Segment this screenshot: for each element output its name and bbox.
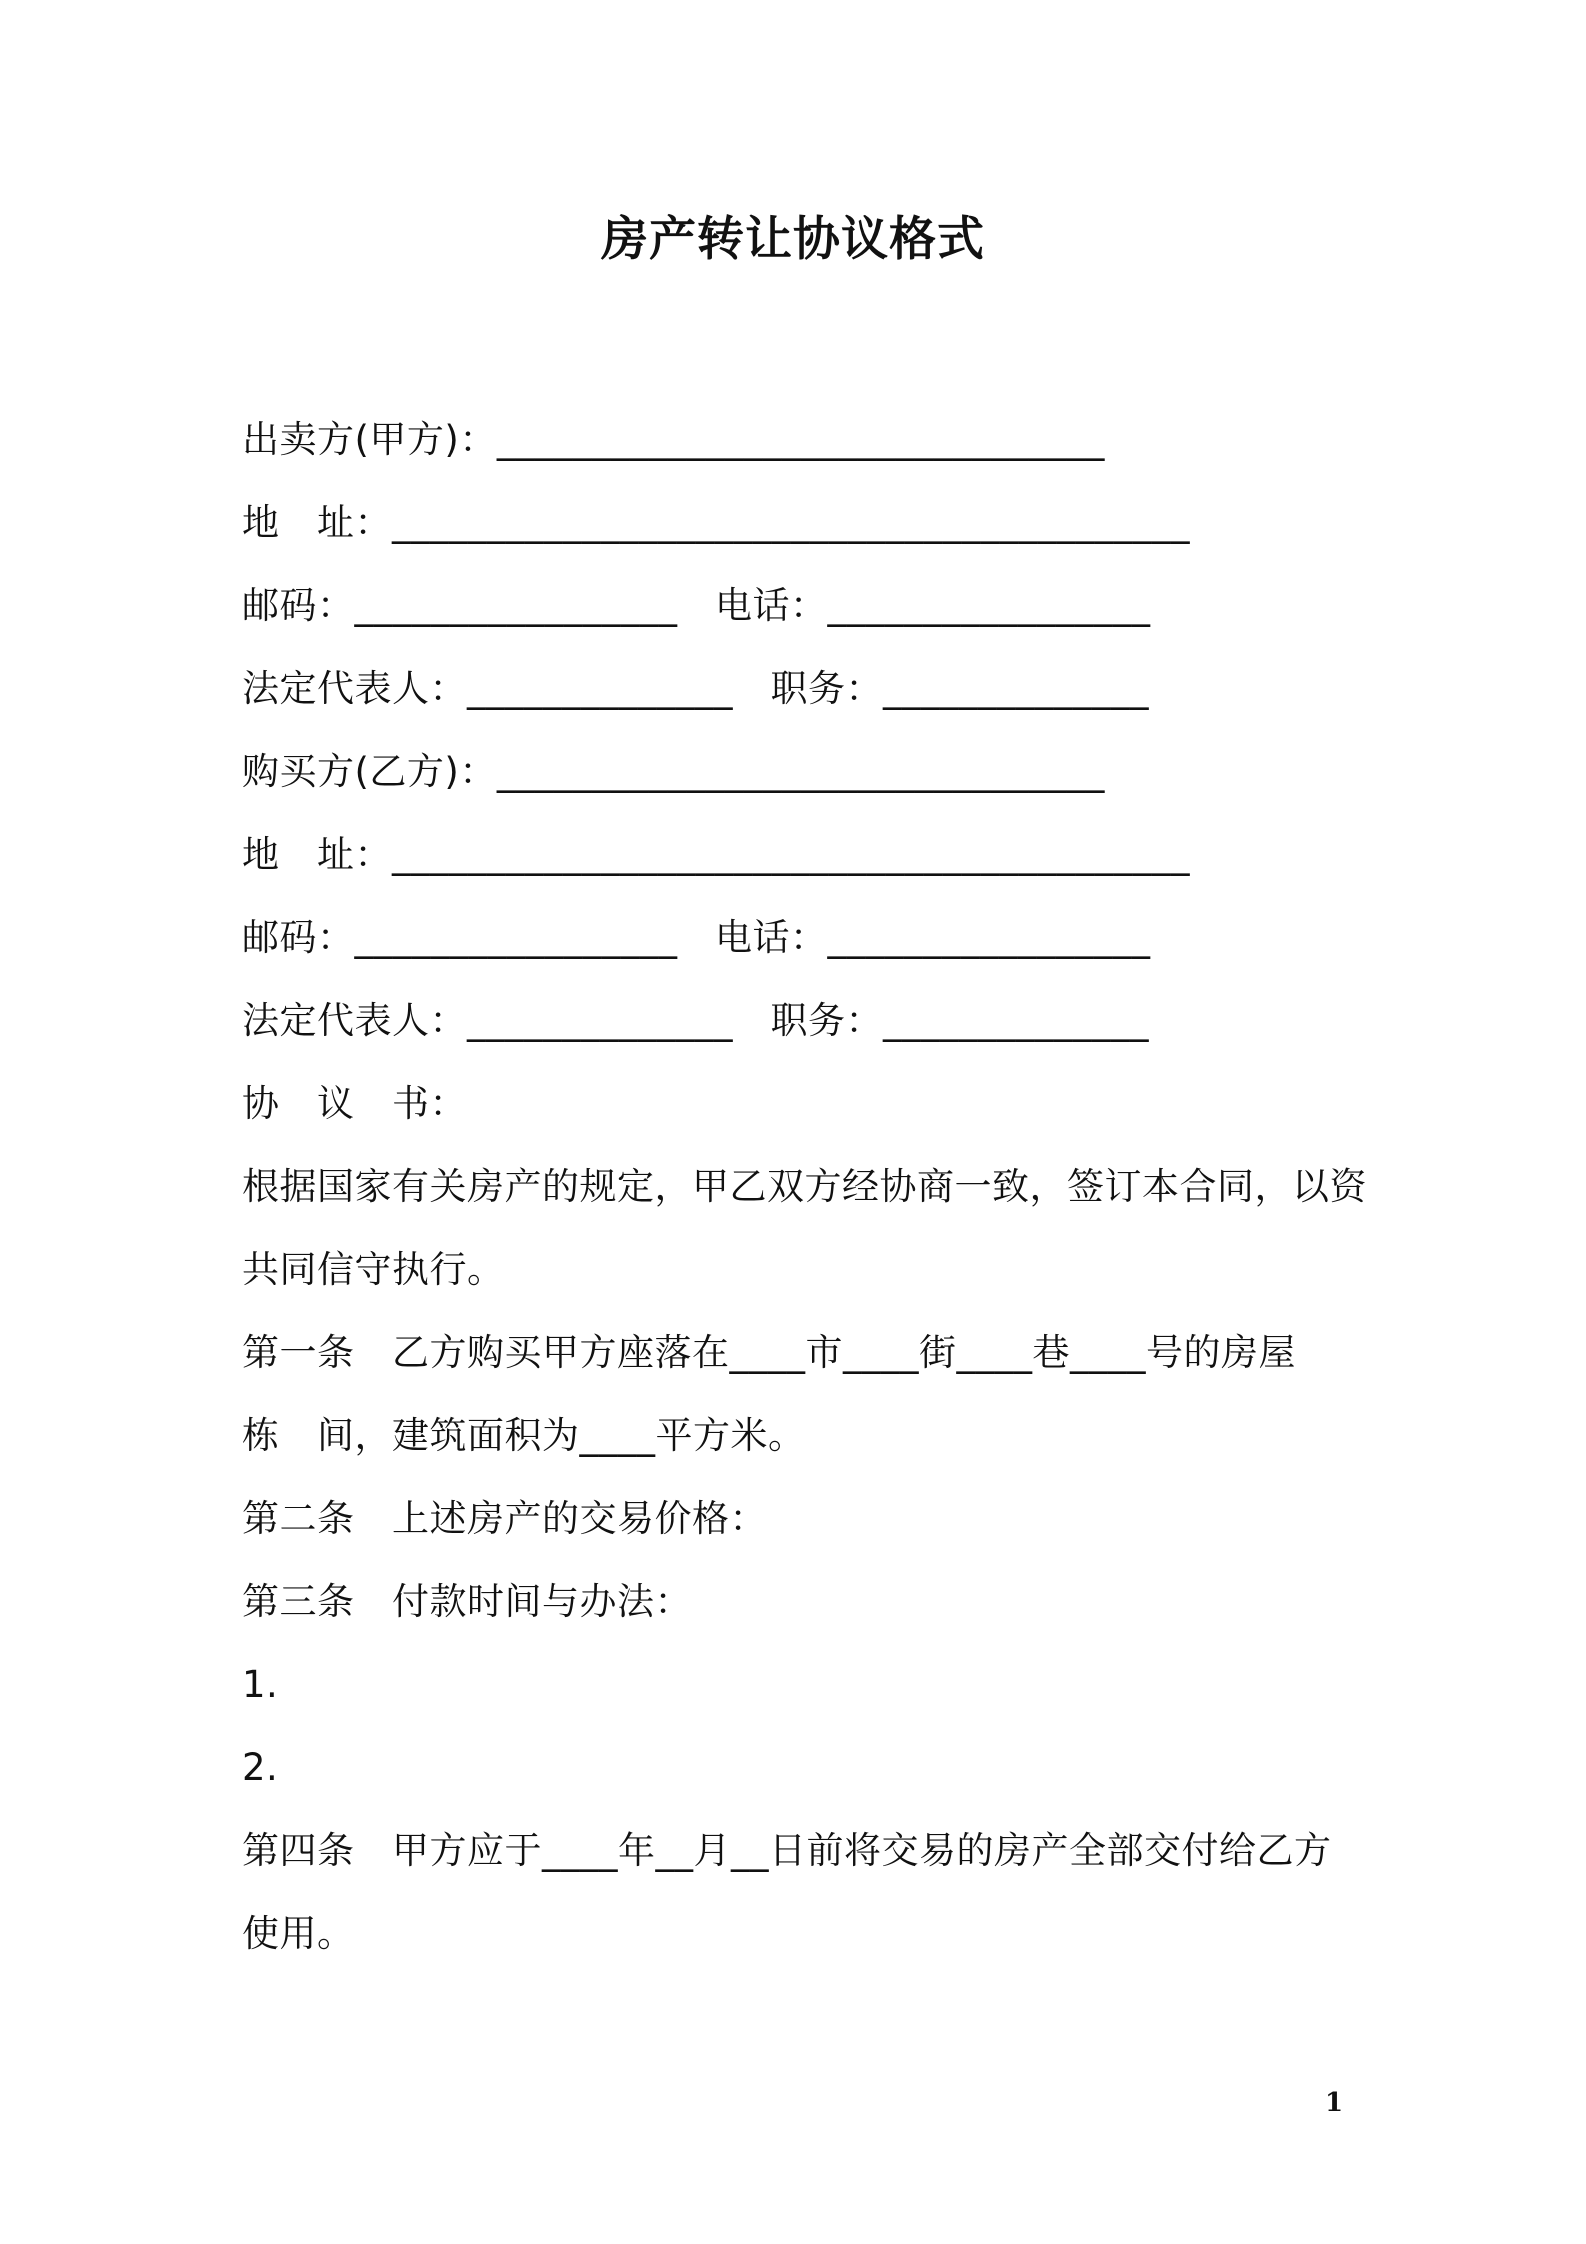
agreement-heading: 协 议 书： xyxy=(242,1082,467,1125)
preamble-line-1: 根据国家有关房产的规定，甲乙双方经协商一致，签订本合同，以资 xyxy=(242,1165,1367,1208)
article-3-line: 第三条 付款时间与办法： xyxy=(242,1580,692,1623)
document-title: 房产转让协议格式 xyxy=(601,212,985,267)
list-item-2: 2. xyxy=(242,1746,279,1789)
article-2-line: 第二条 上述房产的交易价格： xyxy=(242,1497,767,1540)
list-item-1: 1. xyxy=(242,1663,279,1706)
buyer-representative-line: 法定代表人：______________ 职务：______________ xyxy=(242,999,1149,1042)
article-1-line-2: 栋 间，建筑面积为____平方米。 xyxy=(242,1414,806,1457)
buyer-postcode-phone-line: 邮码：_________________ 电话：_________________ xyxy=(242,916,1151,959)
seller-postcode-phone-line: 邮码：_________________ 电话：_________________ xyxy=(242,584,1151,627)
article-4-line-2: 使用。 xyxy=(242,1912,355,1955)
seller-name-line: 出卖方(甲方)：________________________________ xyxy=(242,418,1105,461)
article-1-line-1: 第一条 乙方购买甲方座落在____市____街____巷____号的房屋 xyxy=(242,1331,1296,1374)
seller-representative-line: 法定代表人：______________ 职务：______________ xyxy=(242,667,1149,710)
page-number: 1 xyxy=(1325,2088,1344,2118)
buyer-name-line: 购买方(乙方)：________________________________ xyxy=(242,750,1105,793)
buyer-address-line: 地 址：__________________________________________ xyxy=(242,833,1190,876)
article-4-line-1: 第四条 甲方应于____年__月__日前将交易的房产全部交付给乙方 xyxy=(242,1829,1332,1872)
seller-address-line: 地 址：__________________________________________ xyxy=(242,501,1190,544)
preamble-line-2: 共同信守执行。 xyxy=(242,1248,505,1291)
